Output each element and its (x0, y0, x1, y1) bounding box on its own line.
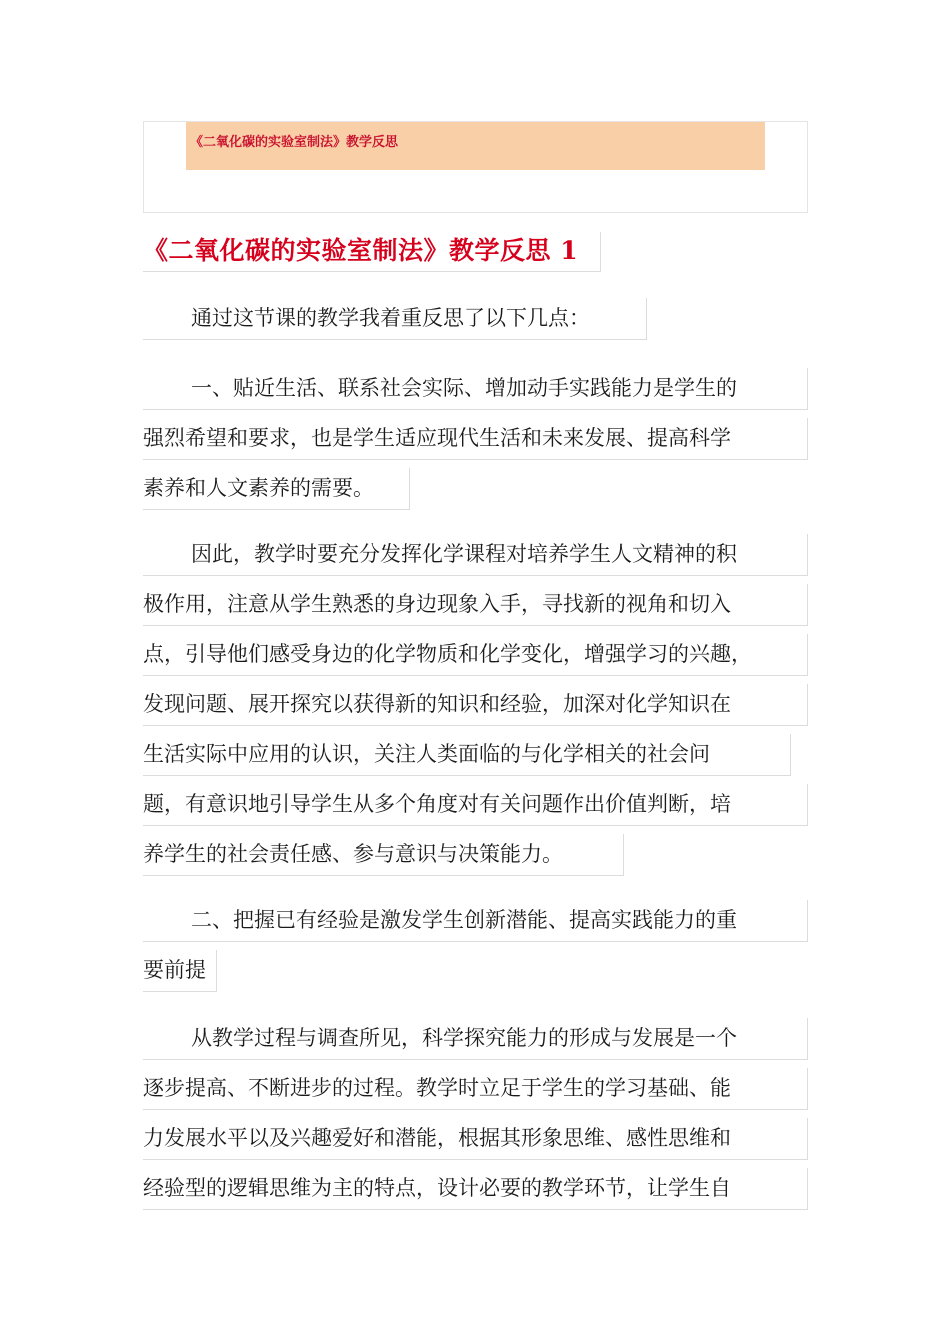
text-line: 强烈希望和要求，也是学生适应现代生活和未来发展、提高科学 (143, 418, 808, 460)
text-line: 二、把握已有经验是激发学生创新潜能、提高实践能力的重 (143, 900, 808, 942)
text-line: 力发展水平以及兴趣爱好和潜能，根据其形象思维、感性思维和 (143, 1118, 808, 1160)
text-line: 要前提 (143, 950, 217, 992)
text-line: 点，引导他们感受身边的化学物质和化学变化，增强学习的兴趣， (143, 634, 808, 676)
text-line: 生活实际中应用的认识，关注人类面临的与化学相关的社会问 (143, 734, 791, 776)
text-line: 通过这节课的教学我着重反思了以下几点： (143, 298, 647, 340)
text-line: 逐步提高、不断进步的过程。教学时立足于学生的学习基础、能 (143, 1068, 808, 1110)
text-line: 一、贴近生活、联系社会实际、增加动手实践能力是学生的 (143, 368, 808, 410)
text-line: 素养和人文素养的需要。 (143, 468, 410, 510)
header-title: 《二氧化碳的实验室制法》教学反思 (190, 135, 399, 150)
text-line: 因此，教学时要充分发挥化学课程对培养学生人文精神的积 (143, 534, 808, 576)
text-line: 从教学过程与调查所见，科学探究能力的形成与发展是一个 (143, 1018, 808, 1060)
document-header (143, 121, 808, 213)
text-line: 养学生的社会责任感、参与意识与决策能力。 (143, 834, 624, 876)
text-line: 题，有意识地引导学生从多个角度对有关问题作出价值判断，培 (143, 784, 808, 826)
page-title: 《二氧化碳的实验室制法》教学反思 1 (143, 232, 601, 272)
text-line: 经验型的逻辑思维为主的特点，设计必要的教学环节，让学生自 (143, 1168, 808, 1210)
text-line: 极作用，注意从学生熟悉的身边现象入手，寻找新的视角和切入 (143, 584, 808, 626)
text-line: 发现问题、展开探究以获得新的知识和经验，加深对化学知识在 (143, 684, 808, 726)
header-banner (186, 122, 765, 170)
